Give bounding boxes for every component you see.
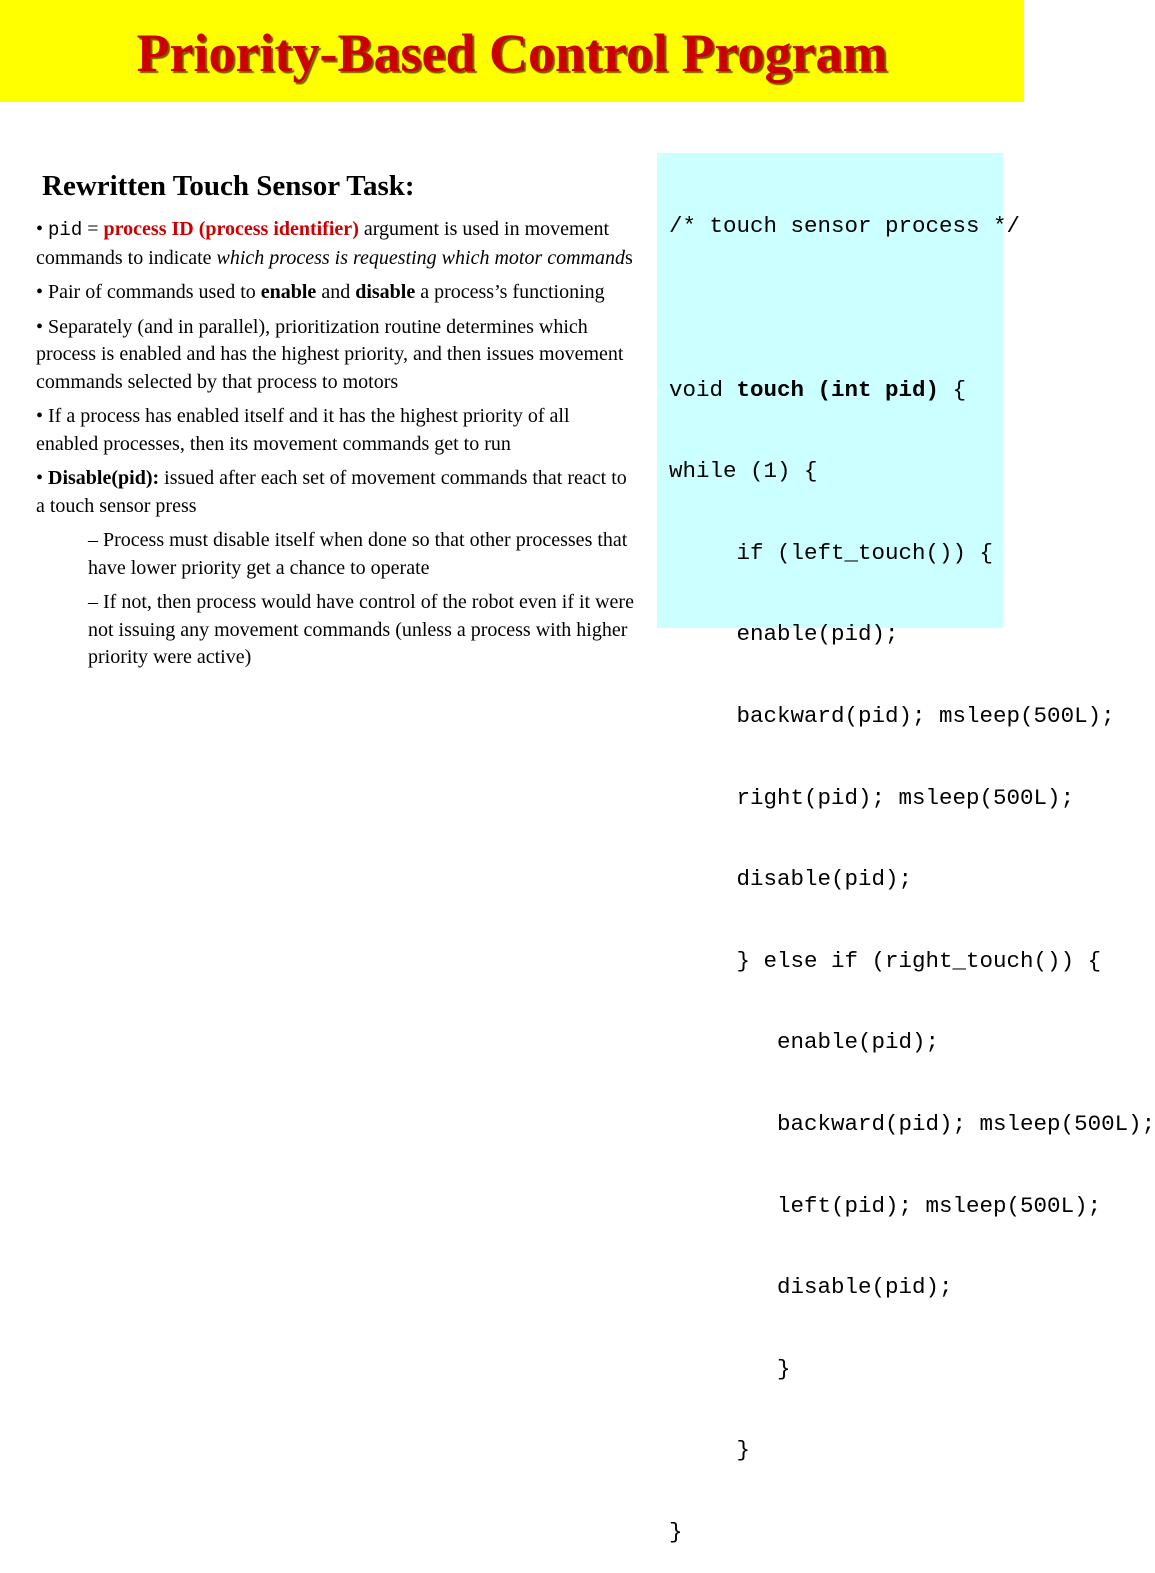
bullet-highest-priority: • If a process has enabled itself and it has the highest priority of all enabled processes, then its movement commands get to run xyxy=(36,405,570,455)
code-line: if (left_touch()) { xyxy=(669,539,994,566)
text: and xyxy=(316,281,356,303)
code-listing xyxy=(669,159,1155,1573)
equals: = xyxy=(82,218,104,240)
bold-enable: enable xyxy=(260,281,317,303)
highlight-process-id: process ID (process identifier) xyxy=(103,218,359,240)
sub-bullet-disable-itself: – Process must disable itself when done so that other processes that have lower priority get a chance to operate xyxy=(88,529,628,579)
code-line xyxy=(669,377,1024,404)
code-line: } else if (right_touch()) { xyxy=(669,947,1102,974)
subheading: Rewritten Touch Sensor Task: xyxy=(42,170,415,202)
bullet-list xyxy=(36,216,636,679)
code-line: backward(pid); msleep(500L); xyxy=(669,702,1115,729)
code-pid: pid xyxy=(48,219,83,241)
slide-title: Priority-Based Control Program xyxy=(136,23,888,83)
code-line: } xyxy=(669,1437,751,1464)
code-line: backward(pid); msleep(500L); xyxy=(669,1110,1155,1137)
code-line: while (1) { xyxy=(669,458,818,485)
bullet-disable xyxy=(36,465,636,520)
code-text: void xyxy=(669,376,737,403)
code-line: disable(pid); xyxy=(669,866,913,893)
text: s xyxy=(625,246,633,269)
code-line: /* touch sensor process */ xyxy=(669,213,1021,240)
text: issued after each set of movement commands that react to a touch sensor press xyxy=(36,467,627,517)
code-bold: touch (int pid) xyxy=(736,376,940,403)
code-text: { xyxy=(939,376,967,403)
text: • xyxy=(36,467,49,489)
code-line: enable(pid); xyxy=(669,621,899,648)
italic-text: which process is requesting which motor command xyxy=(216,246,626,269)
bold-disable: disable xyxy=(355,281,416,303)
code-line: right(pid); msleep(500L); xyxy=(669,784,1075,811)
bold-disable-pid: Disable(pid): xyxy=(48,467,160,489)
code-line: } xyxy=(669,1355,791,1382)
code-line: } xyxy=(669,1518,683,1545)
bullet-mark: • xyxy=(36,218,44,240)
text: • Pair of commands used to xyxy=(36,281,261,303)
code-line: disable(pid); xyxy=(669,1274,953,1301)
bullet-enable-disable xyxy=(36,279,636,307)
code-line: enable(pid); xyxy=(669,1029,940,1056)
text: a process’s functioning xyxy=(415,281,605,303)
bullet-prioritization: • Separately (and in parallel), prioritization routine determines which process is enabled and has the highest priority, and then issues movement commands selected by that process to motors xyxy=(36,315,624,393)
code-line: left(pid); msleep(500L); xyxy=(669,1192,1102,1219)
bullet-pid xyxy=(36,216,636,272)
sub-bullet-control: – If not, then process would have control of the robot even if it were not issuing any movement commands (unless a process with higher priority were active) xyxy=(88,591,634,668)
code-line xyxy=(669,295,1024,322)
text: argument is used in movement commands to indicate xyxy=(36,218,610,269)
